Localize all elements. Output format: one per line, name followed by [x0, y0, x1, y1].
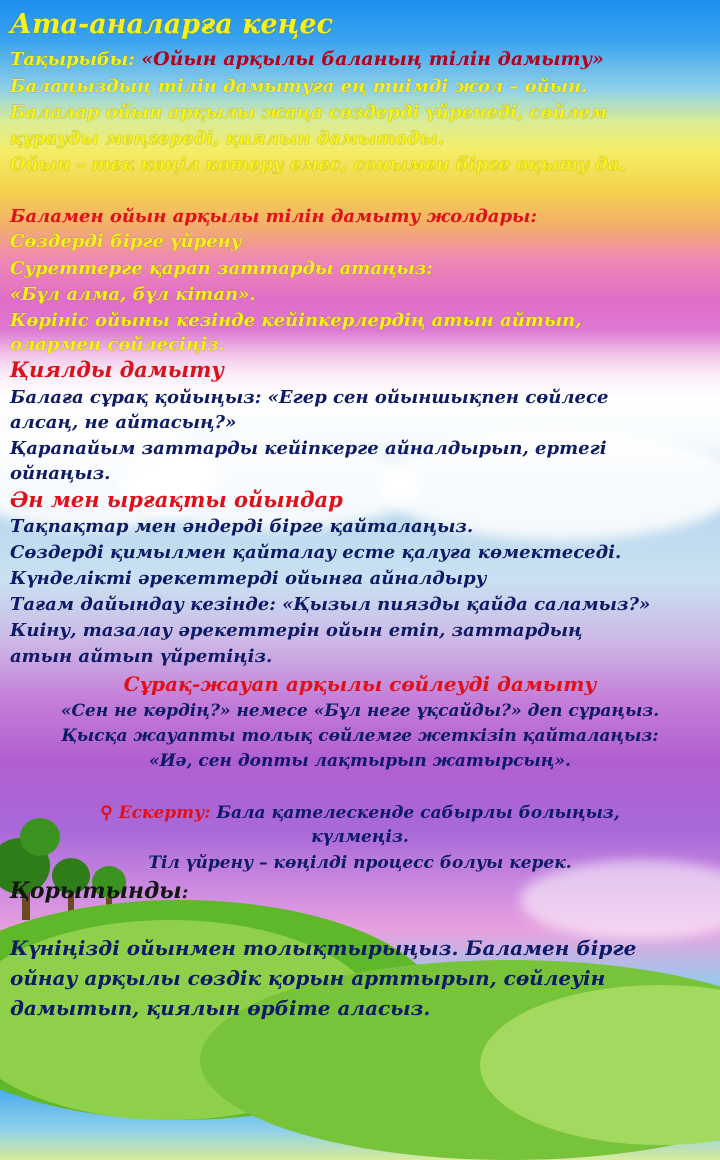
ways-line: «Бұл алма, бұл кітап».: [10, 284, 256, 305]
ways-line: Көрініс ойыны кезінде кейіпкерлердің атын айтып,: [10, 310, 582, 331]
songs-line: Тақпақтар мен әндерді бірге қайталаңыз.: [10, 516, 474, 537]
note-text: Тіл үйрену – көңілді процесс болуы керек.: [148, 853, 572, 873]
ways-heading: Баламен ойын арқылы тілін дамыту жолдары:: [10, 206, 537, 227]
conclusion-line: ойнау арқылы сөздік қорын арттырып, сөйлеуін: [10, 966, 606, 990]
imagination-line: алсаң, не айтасың?»: [10, 412, 237, 433]
ways-line: Сөздерді бірге үйрену: [10, 231, 242, 252]
qa-line: «Сен не көрдің?» немесе «Бұл неге ұқсайды?» деп сұраңыз.: [60, 701, 660, 721]
qa-line: Қысқа жауапты толық сөйлемге жеткізіп қайталаңыз:: [61, 726, 659, 746]
note-line: [0, 800, 720, 826]
songs-line: Сөздерді қимылмен қайталау есте қалуға көмектеседі.: [10, 542, 622, 563]
intro-line: Балалар ойын арқылы жаңа сөздерді үйренеді, сөйлем: [10, 102, 608, 123]
ways-line: олармен сөйлесіңіз.: [10, 334, 225, 355]
intro-line: Ойын – тек көңіл көтеру емес, сонымен бірге оқыту да.: [10, 154, 626, 175]
lightbulb-icon: ⚲: [100, 803, 113, 823]
songs-line: Киіну, тазалау әрекеттерін ойын етіп, заттардың: [10, 620, 583, 641]
conclusion-title: Қорытынды: [10, 878, 182, 904]
topic-label: Тақырыбы:: [10, 49, 135, 70]
qa-line: «Иә, сен допты лақтырып жатырсың».: [149, 751, 571, 771]
conclusion-line: Күніңізді ойынмен толықтырыңыз. Баламен бірге: [10, 936, 637, 960]
page-title: Ата-аналарға кеңес: [10, 9, 333, 40]
imagination-line: ойнаңыз.: [10, 463, 111, 484]
imagination-line: Қарапайым заттарды кейіпкерге айналдырып, ертегі: [10, 438, 607, 459]
note-text: Бала қателескенде сабырлы болыңыз,: [210, 803, 620, 823]
conclusion-heading: [10, 876, 188, 908]
songs-line: Күнделікті әрекеттерді ойынға айналдыру: [10, 568, 487, 589]
topic-line: [10, 46, 604, 73]
songs-heading: Ән мен ырғақты ойындар: [10, 487, 343, 512]
ways-line: Суреттерге қарап заттарды атаңыз:: [10, 258, 433, 279]
intro-line: Балаңыздың тілін дамытуға ең тиімді жол – ойын.: [10, 76, 588, 97]
songs-line: Тағам дайындау кезінде: «Қызыл пиязды қайда саламыз?»: [10, 594, 651, 615]
conclusion-line: дамытып, қиялын өрбіте аласыз.: [10, 996, 431, 1020]
note-label: Ескерту:: [118, 803, 211, 823]
songs-line: атын айтып үйретіңіз.: [10, 646, 273, 667]
qa-heading: Сұрақ-жауап арқылы сөйлеуді дамыту: [123, 672, 597, 696]
imagination-line: Балаға сұрақ қойыңыз: «Егер сен ойыншықпен сөйлесе: [10, 387, 609, 408]
topic-value: «Ойын арқылы баланың тілін дамыту»: [141, 48, 604, 70]
intro-line: құрауды меңгереді, қиялын дамытады.: [10, 128, 444, 149]
imagination-heading: Қиялды дамыту: [10, 357, 224, 382]
conclusion-colon: :: [181, 882, 189, 903]
note-text: күлмеңіз.: [311, 827, 409, 847]
